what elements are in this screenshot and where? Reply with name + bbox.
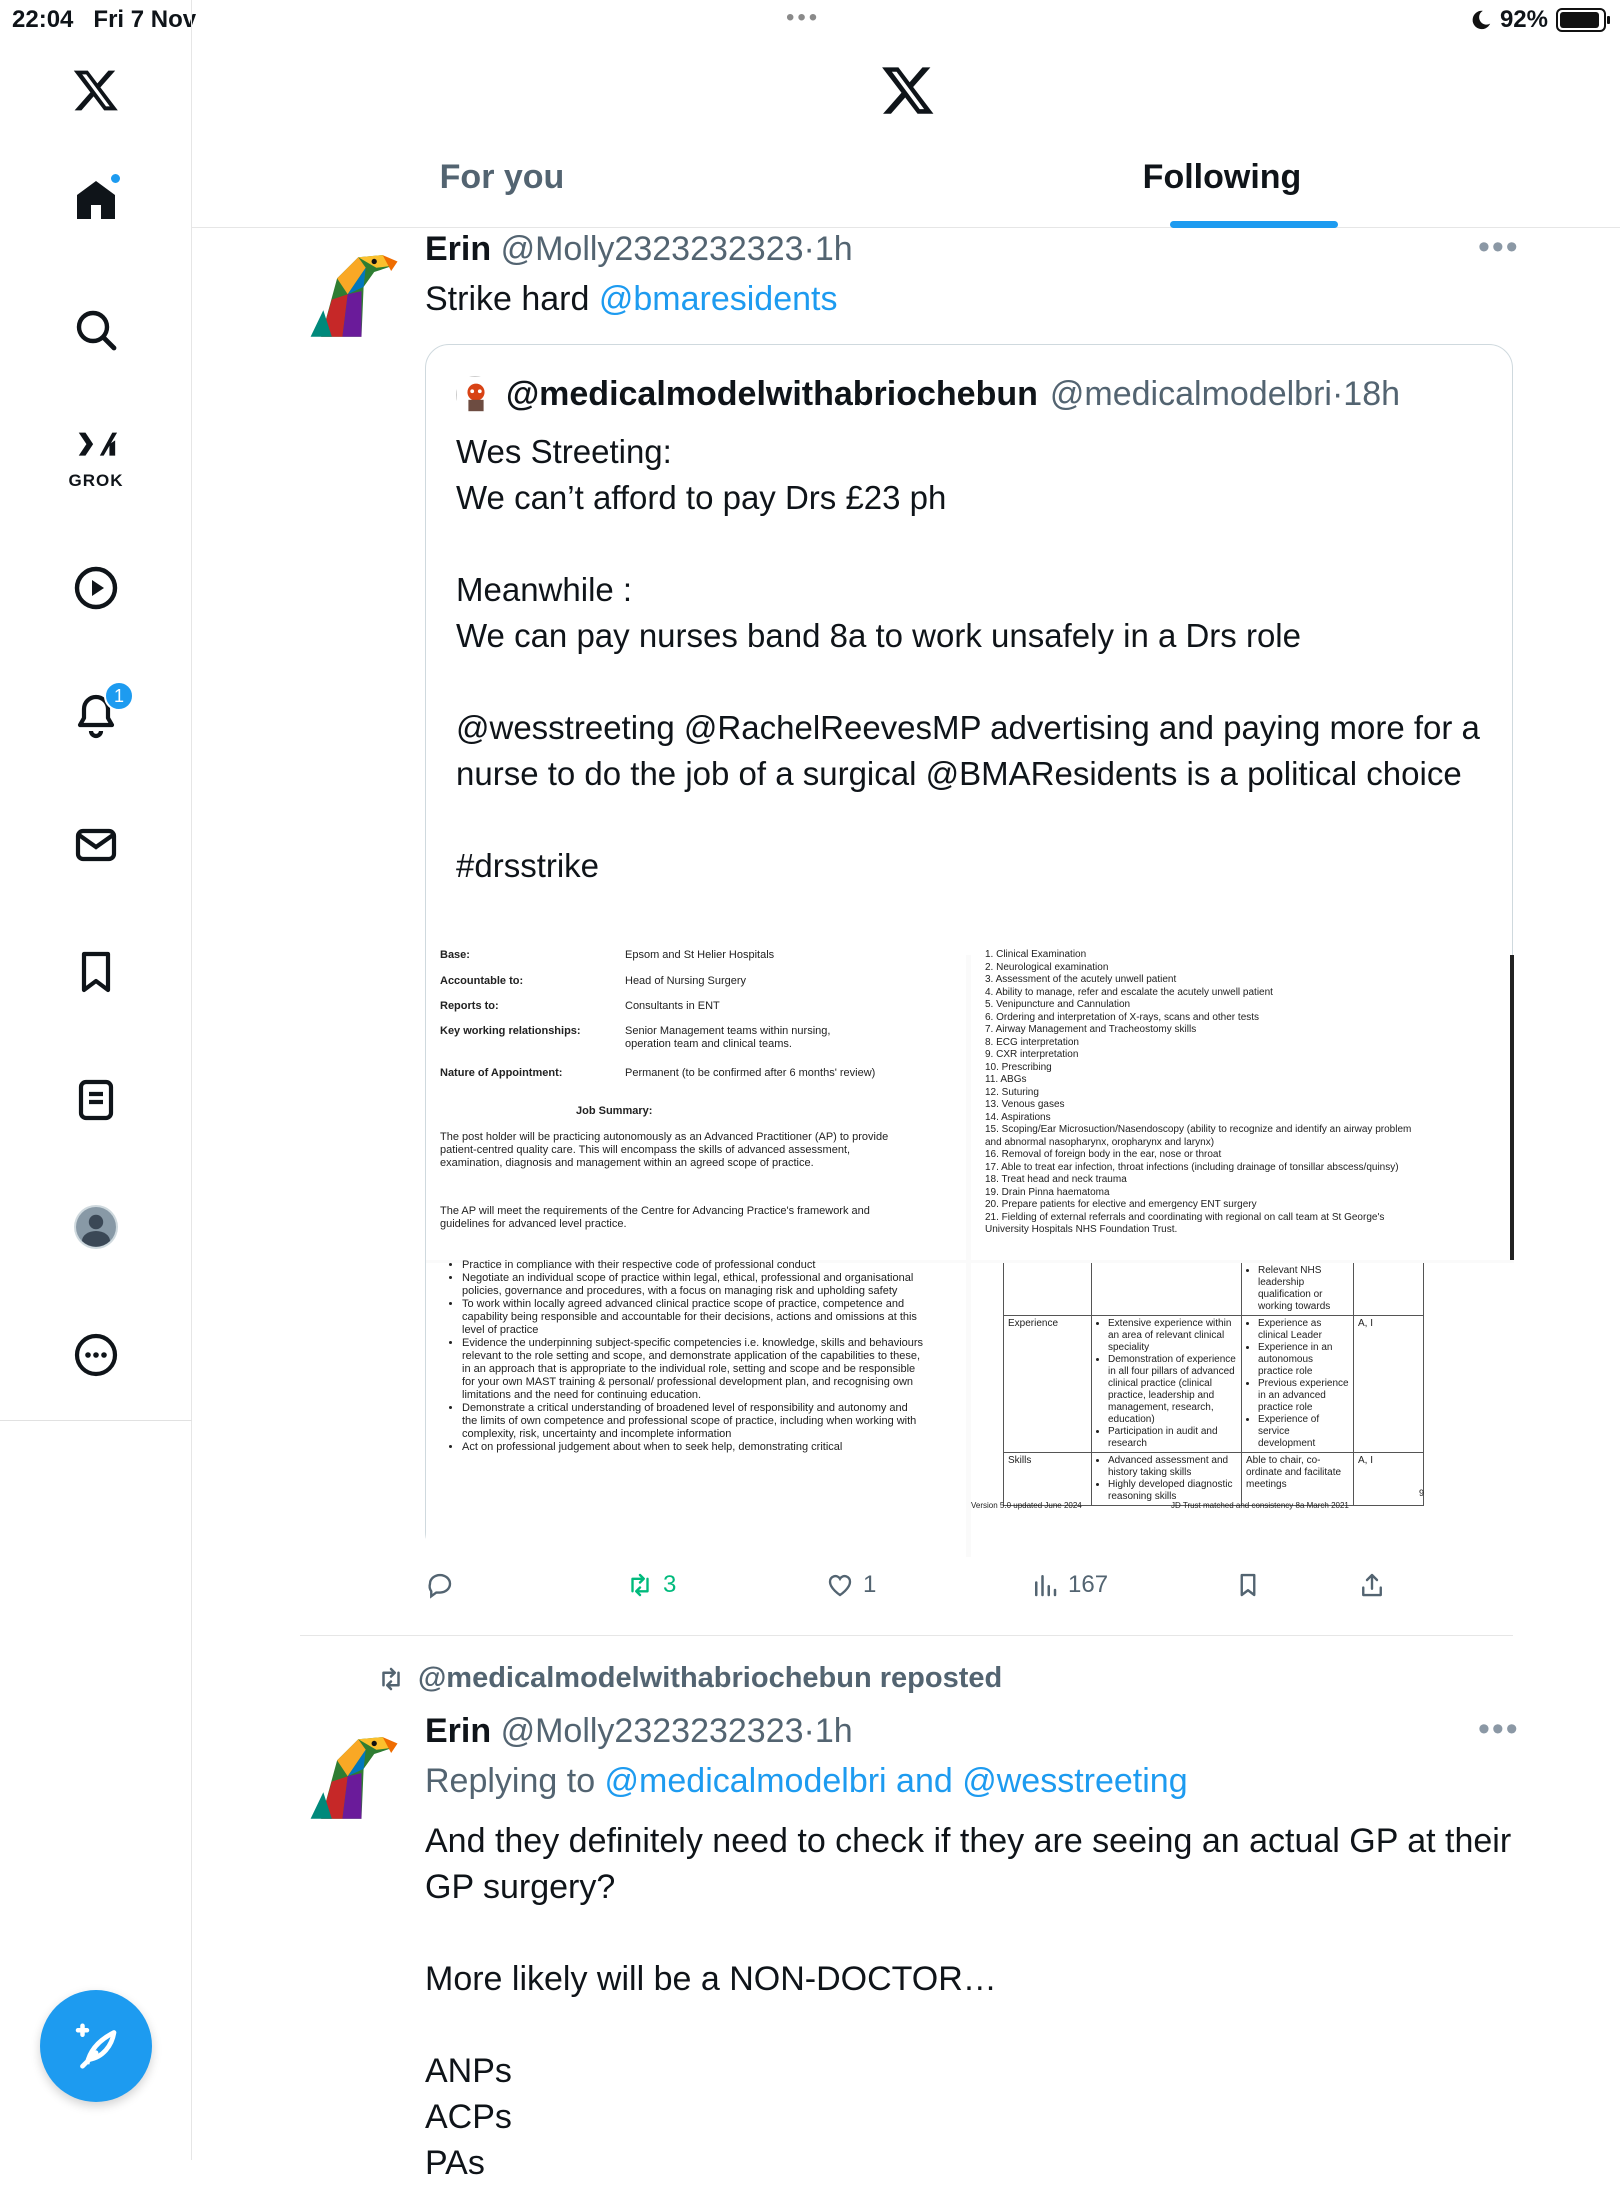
doc-person-spec-table: • Relevant NHS leadership qualification or working towards Experience • Extensive experience within an area of relevant clinical speciality • Demonstration of experience in all four pillars of advanced clinical practice (clinical practice, leadership and management, research, education) • Participation in audit and research • Experience as clinical Leader • Experience in an autonomous practice role • Previous experience in an advanced practice role • Experience of service development A, I Skills • Advanced assessment and history taking skills • Highly developed diagnostic reasoning skills Able to chair, co-ordinate and facilitate meetings A, I [1003,1263,1424,1506]
video-play-icon[interactable] [56,548,136,628]
quote-line: Wes Streeting: [456,433,672,470]
status-right [1470,6,1606,34]
doc-footer-right: JD Trust matched and consistency 8a March 2021 [1171,1501,1349,1510]
replying-to-links[interactable]: @medicalmodelbri and @wesstreeting [604,1762,1188,1800]
notifications-badge: 1 [104,681,134,711]
doc-footer-left: Version 5.0 updated June 2024 [971,1501,1082,1510]
quote-line [456,659,1486,705]
post1-action-bar [425,1570,1425,1614]
post1-author-name[interactable]: Erin [425,230,492,268]
post2-separator: · [803,1712,815,1750]
job-description-page-2 [971,949,1514,1260]
quote-author-name[interactable]: @medicalmodelwithabriochebun [506,375,1038,413]
quote-text [456,429,1486,889]
x-header-logo-icon[interactable] [880,62,936,118]
post1-author-handle[interactable]: @Molly2323232323 [500,230,804,268]
post2-line: More likely will be a NON-DOCTOR… [425,1960,997,1998]
heart-icon [825,1570,855,1600]
repost-count: 3 [663,1571,677,1598]
quote-line: Meanwhile : [456,571,633,608]
doc-kv-row: Reports to: Consultants in ENT [440,1000,720,1012]
doc-skills-list: 1. Clinical Examination 2. Neurological examination 3. Assessment of the acutely unwell patient 4. Ability to manage, refer and escalate the acutely unwell patient 5. Venipuncture and Cannulation 6. Ordering and interpretation of X-rays, scans and other tests 7. Airway Management and Tracheostomy skills 8. ECG interpretation 9. CXR interpretation 10. Prescribing 11. ABGs 12. Suturing 13. Venous gases 14. Aspirations 15. Scoping/Ear Microsuction/Nasendoscopy (ability to recognize and identify an airway problem and abnormal nasopharynx, oropharynx and larynx) 16. Removal of foreign body in the ear, nose or throat 17. Able to treat ear infection, throat infections (including drainage of tonsillar abscess/quinsy) 18. Treat head and neck trauma 19. Drain Pinna haematoma 20. Prepare patients for elective and emergency ENT surgery 21. Fielding of external referrals and coordinating with regional on call team at St George's University Hospitals NHS Foundation Trust. [985,949,1412,1235]
tab-following[interactable]: Following [1142,158,1302,196]
doc-duties-list: • Practice in compliance with their respective code of professional conduct • Negotiate an individual scope of practice within legal, ethical, professional and organisational policies, governance and procedures, with a focus on managing risk and upholding safety • To work within locally agreed advanced clinical practice scope of practice, competence and capability being responsible and accountable for their decisions, actions and omissions at this level of practice • Evidence the underpinning subject-specific competencies i.e. knowledge, skills and behaviours relevant to the role setting and scope, and demonstrate application of the capabilities to these, in an approach that is appropriate to the individual role, setting and scope and be responsible for your own MAST training & personal/ professional development plan, and recognising own limitations and the need for continuing education. • Demonstrate a critical understanding of broadened level of responsibility and autonomy and the limits of own competence and professional scope of practice, including when working with complexity, risk, uncertainty and incomplete information • Act on professional judgement about when to seek help, demonstrating critical [444,1259,924,1454]
status-bar [0,0,1620,40]
tab-for-you[interactable]: For you [439,158,565,196]
messages-envelope-icon[interactable] [56,805,136,885]
post2-line [425,1910,1525,1956]
post2-time[interactable]: 1h [814,1712,853,1750]
repost-context[interactable] [376,1662,1002,1695]
doc-page-number: 9 [1419,1488,1425,1498]
battery-icon [1556,8,1606,32]
quoted-post-card[interactable] [425,344,1513,1556]
post2-replying-to [425,1762,1188,1801]
notifications-bell-icon[interactable] [56,675,136,755]
eagle-art-avatar-icon [300,236,406,342]
doc-kv-row: Nature of Appointment: Permanent (to be confirmed after 6 months' review) [440,1067,876,1079]
quote-line: We can pay nurses band 8a to work unsafely in a Drs role [456,617,1301,654]
post-author-avatar[interactable] [300,236,406,342]
multitasking-dots-icon[interactable]: ••• [786,4,821,31]
reply-bubble-icon [425,1570,455,1600]
post2-line: ANPs [425,2052,512,2090]
post-divider [300,1635,1513,1636]
feather-plus-icon [69,2019,123,2073]
search-icon[interactable] [56,290,136,370]
share-button[interactable] [1357,1570,1387,1600]
grok-icon[interactable] [56,415,136,495]
lists-document-icon[interactable] [56,1060,136,1140]
battery-percent: 92% [1499,6,1548,33]
post2-line: PAs [425,2144,485,2182]
post1-text [425,280,837,319]
post2-author-handle[interactable]: @Molly2323232323 [500,1712,804,1750]
quote-line: #drsstrike [456,847,600,884]
job-description-page-1 [426,949,966,1260]
doc-kv-row: Accountable to: Head of Nursing Surgery [440,975,747,987]
repost-arrows-icon [625,1570,655,1600]
post1-text-body: Strike hard [425,280,599,318]
bookmark-icon[interactable] [56,932,136,1012]
quote-time[interactable]: 18h [1343,375,1401,413]
sidebar [0,0,192,2160]
more-options-icon[interactable] [56,1315,136,1395]
repost-by-label: @medicalmodelwithabriochebun reposted [418,1662,1003,1694]
post2-header [425,1712,853,1751]
like-count: 1 [863,1571,877,1598]
doc-kv-row: Key working relationships: Senior Management teams within nursing, operation team and clinical teams. [440,1025,831,1050]
like-button[interactable] [825,1570,876,1600]
post2-author-name[interactable]: Erin [425,1712,492,1750]
quote-author-avatar[interactable] [456,376,494,414]
repost-indicator-icon [376,1664,406,1694]
bookmark-button[interactable] [1233,1570,1263,1600]
eagle-art-avatar-icon [300,1718,406,1824]
status-time: 22:04 Fri 7 Nov [12,6,197,33]
reply-button[interactable] [425,1570,455,1600]
x-logo-icon[interactable] [56,50,136,130]
doc-summary-2: The AP will meet the requirements of the Centre for Advancing Practice's framework and guidelines for advanced level practice. [440,1205,870,1230]
quote-media-document-images[interactable] [426,949,1514,1557]
compose-post-button[interactable] [40,1990,152,2102]
job-description-page-4 [971,1263,1514,1557]
replying-to-label: Replying to [425,1762,605,1800]
post-author-avatar[interactable] [300,1718,406,1824]
post1-header [425,230,853,269]
quote-line: @wesstreeting @RachelReevesMP advertising and paying more for a nurse to do the job of a surgical @BMAResidents is a political choice [456,709,1480,792]
views-bar-chart-icon [1030,1570,1060,1600]
moon-icon [1470,9,1492,31]
post2-line: And they definitely need to check if they are seeing an actual GP at their GP surgery? [425,1822,1512,1906]
post2-line [425,2002,1525,2048]
job-description-page-3 [426,1259,966,1557]
quote-line [456,521,1486,567]
quote-separator: · [1331,375,1344,413]
views-count: 167 [1068,1571,1109,1598]
post1-time[interactable]: 1h [814,230,853,268]
doc-kv-row: Base: Epsom and St Helier Hospitals [440,949,775,961]
quote-line [456,797,1486,843]
post1-mention-link[interactable]: @bmaresidents [598,280,838,318]
home-unread-dot [109,172,122,185]
share-upload-icon [1357,1570,1387,1600]
timeline-header [192,40,1620,228]
post2-text [425,1818,1525,2186]
doc-summary-title: Job Summary: [576,1105,653,1117]
views-button[interactable] [1030,1570,1108,1600]
active-tab-indicator [1170,221,1338,228]
home-icon[interactable] [56,160,136,240]
post2-line: ACPs [425,2098,512,2136]
doc-summary-1: The post holder will be practicing autonomously as an Advanced Practitioner (AP) to provide patient-centred quality care. This will encompass the skills of advanced assessment, examination, diagnosis and management within an agreed scope of practice. [440,1131,889,1169]
battery-fill [1560,12,1599,28]
grok-label: GROK [68,471,124,490]
sidebar-divider [0,1420,192,1421]
post2-more-icon[interactable]: ••• [1478,1710,1520,1748]
profile-avatar-icon[interactable] [56,1187,136,1267]
post1-separator: · [803,230,815,268]
bookmark-outline-icon [1233,1570,1263,1600]
post1-more-icon[interactable]: ••• [1478,228,1520,266]
quote-author-handle[interactable]: @medicalmodelbri [1049,375,1332,413]
mascot-avatar-icon [457,377,495,415]
quote-header [456,375,1400,414]
quote-line: We can’t afford to pay Drs £23 ph [456,479,947,516]
repost-button[interactable] [625,1570,676,1600]
